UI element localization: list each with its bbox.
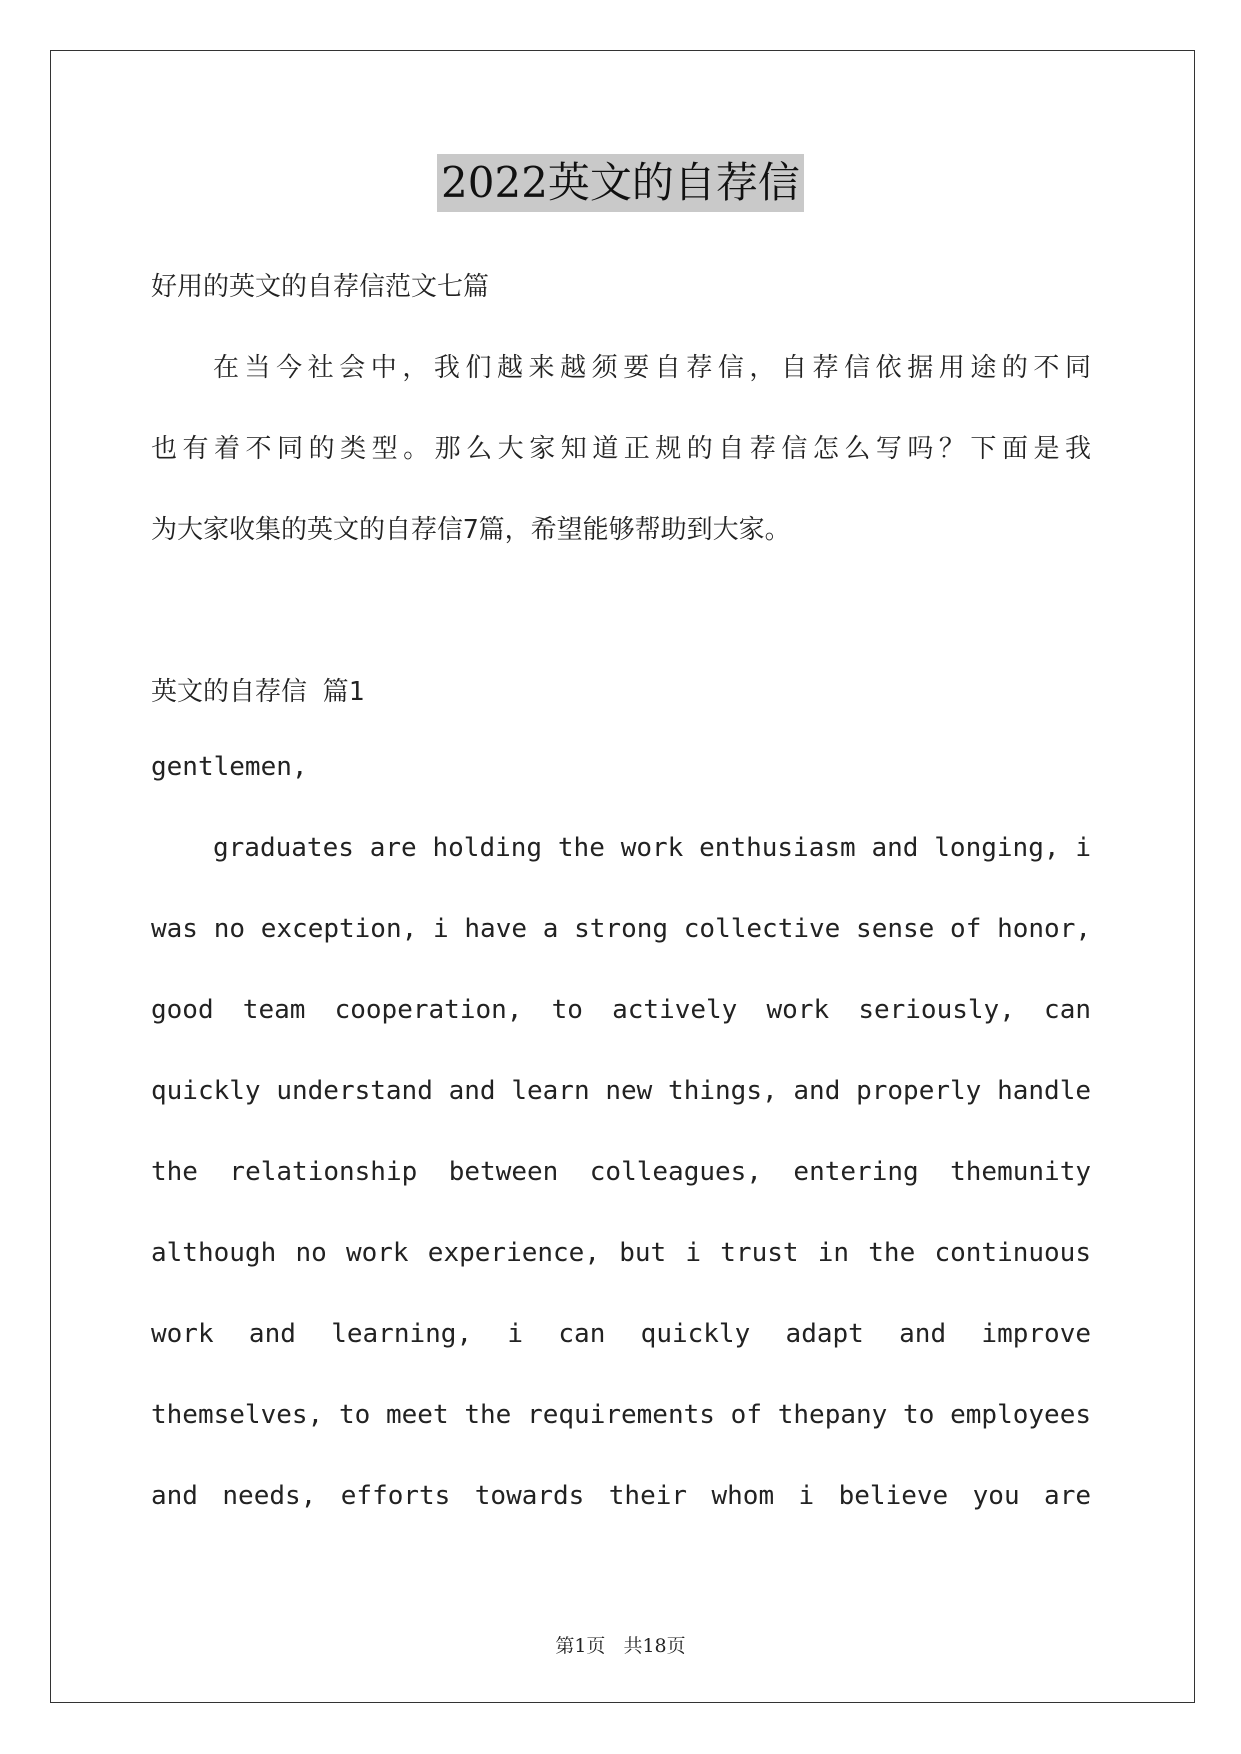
- title-container: [0, 154, 1241, 212]
- letter-line: work and learning, i can quickly adapt and improve: [151, 1319, 1091, 1349]
- letter-line: quickly understand and learn new things, and properly handle: [151, 1076, 1091, 1106]
- page-footer: [0, 1631, 1241, 1658]
- document-title: 2022英文的自荐信: [437, 154, 804, 212]
- intro-line: 在当今社会中，我们越来越须要自荐信，自荐信依据用途的不同: [213, 353, 1091, 383]
- subtitle: 好用的英文的自荐信范文七篇: [151, 272, 490, 302]
- page-total: 共18页: [623, 1635, 686, 1657]
- letter-line: the relationship between colleagues, entering themunity: [151, 1157, 1091, 1187]
- intro-line: 也有着不同的类型。那么大家知道正规的自荐信怎么写吗？下面是我: [151, 434, 1091, 464]
- page-number: 第1页: [555, 1635, 606, 1657]
- letter-line: although no work experience, but i trust in the continuous: [151, 1238, 1091, 1268]
- letter-line: themselves, to meet the requirements of thepany to employees: [151, 1400, 1091, 1430]
- letter-line: was no exception, i have a strong collective sense of honor,: [151, 914, 1091, 944]
- letter-line: and needs, efforts towards their whom i believe you are: [151, 1481, 1091, 1511]
- letter-line: graduates are holding the work enthusiasm and longing, i: [213, 833, 1091, 863]
- intro-line: 为大家收集的英文的自荐信7篇，希望能够帮助到大家。: [151, 515, 791, 545]
- letter-line: good team cooperation, to actively work seriously, can: [151, 995, 1091, 1025]
- section-heading: 英文的自荐信 篇1: [151, 677, 365, 707]
- salutation: gentlemen,: [151, 752, 308, 782]
